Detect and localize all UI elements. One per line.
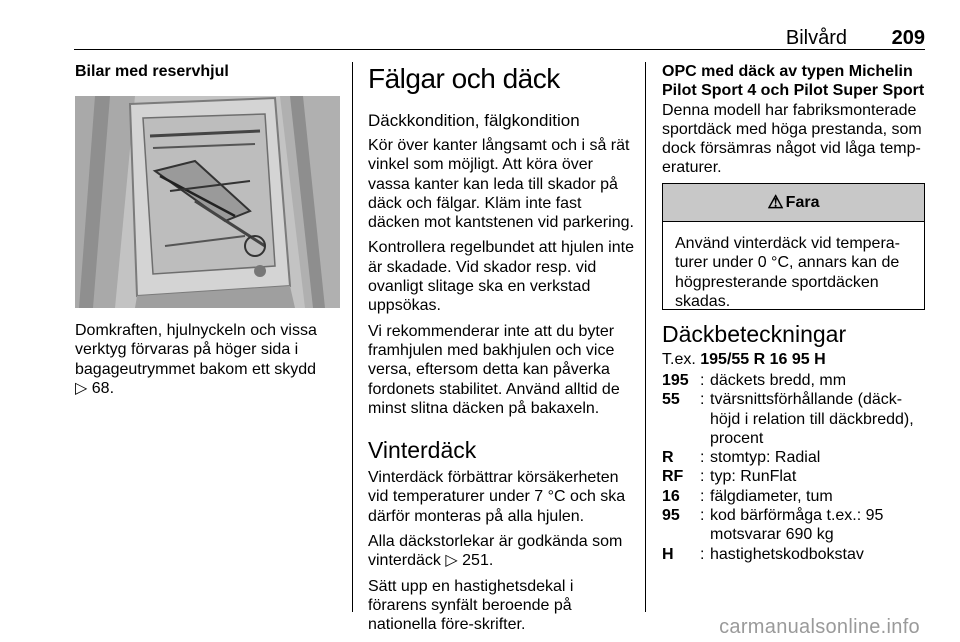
danger-title: Fara bbox=[785, 193, 820, 211]
watermark: carmanualsonline.info bbox=[719, 616, 920, 638]
middle-column bbox=[368, 62, 634, 635]
opc-paragraph: Denna modell har fabriksmonterade sportdäck med höga prestanda, som dock försämras något vid låga temp-eraturer. bbox=[662, 101, 922, 177]
code-value: tvärsnittsförhållande (däck-höjd i relation till däckbredd), procent bbox=[710, 391, 914, 447]
column-divider-1 bbox=[352, 62, 353, 612]
code-value: däckets bredd, mm bbox=[710, 372, 847, 389]
paragraph-swap: Vi rekommenderar inte att du byter framhjulen med bakhjulen och vice versa, eftersom detta kan påverka fordonets stabilitet. Använd alltid de minst slitna däcken på bakaxeln. bbox=[368, 322, 620, 417]
spare-wheel-heading: Bilar med reservhjul bbox=[75, 63, 229, 80]
list-item: 95 : kod bärförmåga t.ex.: 95 motsvarar 690 kg bbox=[662, 506, 926, 545]
left-column bbox=[75, 62, 341, 82]
paragraph-winter: Vinterdäck förbättrar körsäkerheten vid temperaturer under 7 °C och ska därför monteras på alla hjulen. bbox=[368, 469, 626, 525]
code-key: RF bbox=[662, 468, 684, 486]
list-item: 195 : däckets bredd, mm bbox=[662, 371, 926, 390]
rims-tyres-title: Fälgar och däck bbox=[368, 63, 560, 94]
caption-text: Domkraften, hjulnyckeln och vissa verktyg förvaras på höger sida i bagageutrymmet bakom ett skydd bbox=[75, 322, 317, 378]
opc-heading: OPC med däck av typen Michelin Pilot Sport 4 och Pilot Super Sport bbox=[662, 63, 925, 100]
caption-page-ref[interactable]: 68. bbox=[91, 379, 115, 397]
right-column bbox=[662, 62, 926, 178]
danger-header bbox=[663, 184, 924, 222]
header-divider bbox=[74, 49, 925, 50]
list-item: R : stomtyp: Radial bbox=[662, 448, 926, 467]
example-code: 195/55 R 16 95 H bbox=[700, 351, 826, 368]
list-item: 16 : fälgdiameter, tum bbox=[662, 487, 926, 506]
example-prefix: T.ex. bbox=[662, 351, 696, 368]
list-item: RF : typ: RunFlat bbox=[662, 467, 926, 486]
paragraph-kerbs: Kör över kanter långsamt och i så rät vinkel som möjligt. Att köra över vassa kanter kan leda till skador på däck och fälgar. Kläm inte fast däcken mot kantstenen vid parkering. bbox=[368, 137, 634, 232]
code-value: hastighetskodbokstav bbox=[710, 545, 864, 563]
list-item: H : hastighetskodbokstav bbox=[662, 545, 926, 564]
sizes-text: Alla däckstorlekar är godkända som vinterdäck bbox=[368, 533, 623, 570]
code-key: 55 bbox=[662, 391, 680, 409]
page-header bbox=[74, 24, 925, 50]
danger-text: Använd vinterdäck vid tempera-turer under 0 °C, annars kan de högpresterande sportdäcken skadas. bbox=[675, 235, 900, 310]
code-key: 95 bbox=[662, 507, 680, 525]
trunk-tools-photo bbox=[75, 96, 340, 308]
tyre-example bbox=[662, 350, 926, 369]
jack-compartment-illustration bbox=[75, 96, 340, 308]
tyre-condition-heading: Däckkondition, fälgkondition bbox=[368, 111, 580, 130]
code-value: kod bärförmåga t.ex.: 95 motsvarar 690 kg bbox=[710, 507, 884, 544]
code-value: stomtyp: Radial bbox=[710, 449, 821, 467]
tyre-designation-section bbox=[662, 320, 926, 369]
danger-box bbox=[662, 183, 925, 310]
tyre-code-list bbox=[662, 371, 926, 564]
photo-caption bbox=[75, 321, 341, 398]
code-key: H bbox=[662, 545, 674, 563]
code-key: R bbox=[662, 449, 674, 467]
code-key: 16 bbox=[662, 487, 680, 505]
code-value: typ: RunFlat bbox=[710, 468, 797, 486]
winter-tyres-heading: Vinterdäck bbox=[368, 437, 477, 464]
page-number: 209 bbox=[891, 27, 925, 49]
paragraph-inspect: Kontrollera regelbundet att hjulen inte är skadade. Vid skador resp. vid ovanligt slitage ska en verkstad uppsökas. bbox=[368, 239, 634, 315]
tyre-designation-heading: Däckbeteckningar bbox=[662, 321, 847, 347]
list-item: 55 : tvärsnittsförhållande (däck-höjd i relation till däckbredd), procent bbox=[662, 390, 926, 448]
sizes-page-ref[interactable]: 251. bbox=[462, 552, 494, 570]
page-ref-icon: ▷ bbox=[75, 379, 88, 397]
code-key: 195 bbox=[662, 372, 689, 389]
section-title: Bilvård bbox=[785, 27, 847, 49]
paragraph-sizes bbox=[368, 532, 634, 571]
column-divider-2 bbox=[645, 62, 646, 612]
warning-triangle-icon: ⚠ bbox=[767, 192, 784, 212]
code-value: fälgdiameter, tum bbox=[710, 487, 833, 505]
page-ref-icon: ▷ bbox=[445, 552, 458, 570]
paragraph-speed-sticker: Sätt upp en hastighetsdekal i förarens synfält beroende på nationella före-skrifter. bbox=[368, 577, 574, 634]
